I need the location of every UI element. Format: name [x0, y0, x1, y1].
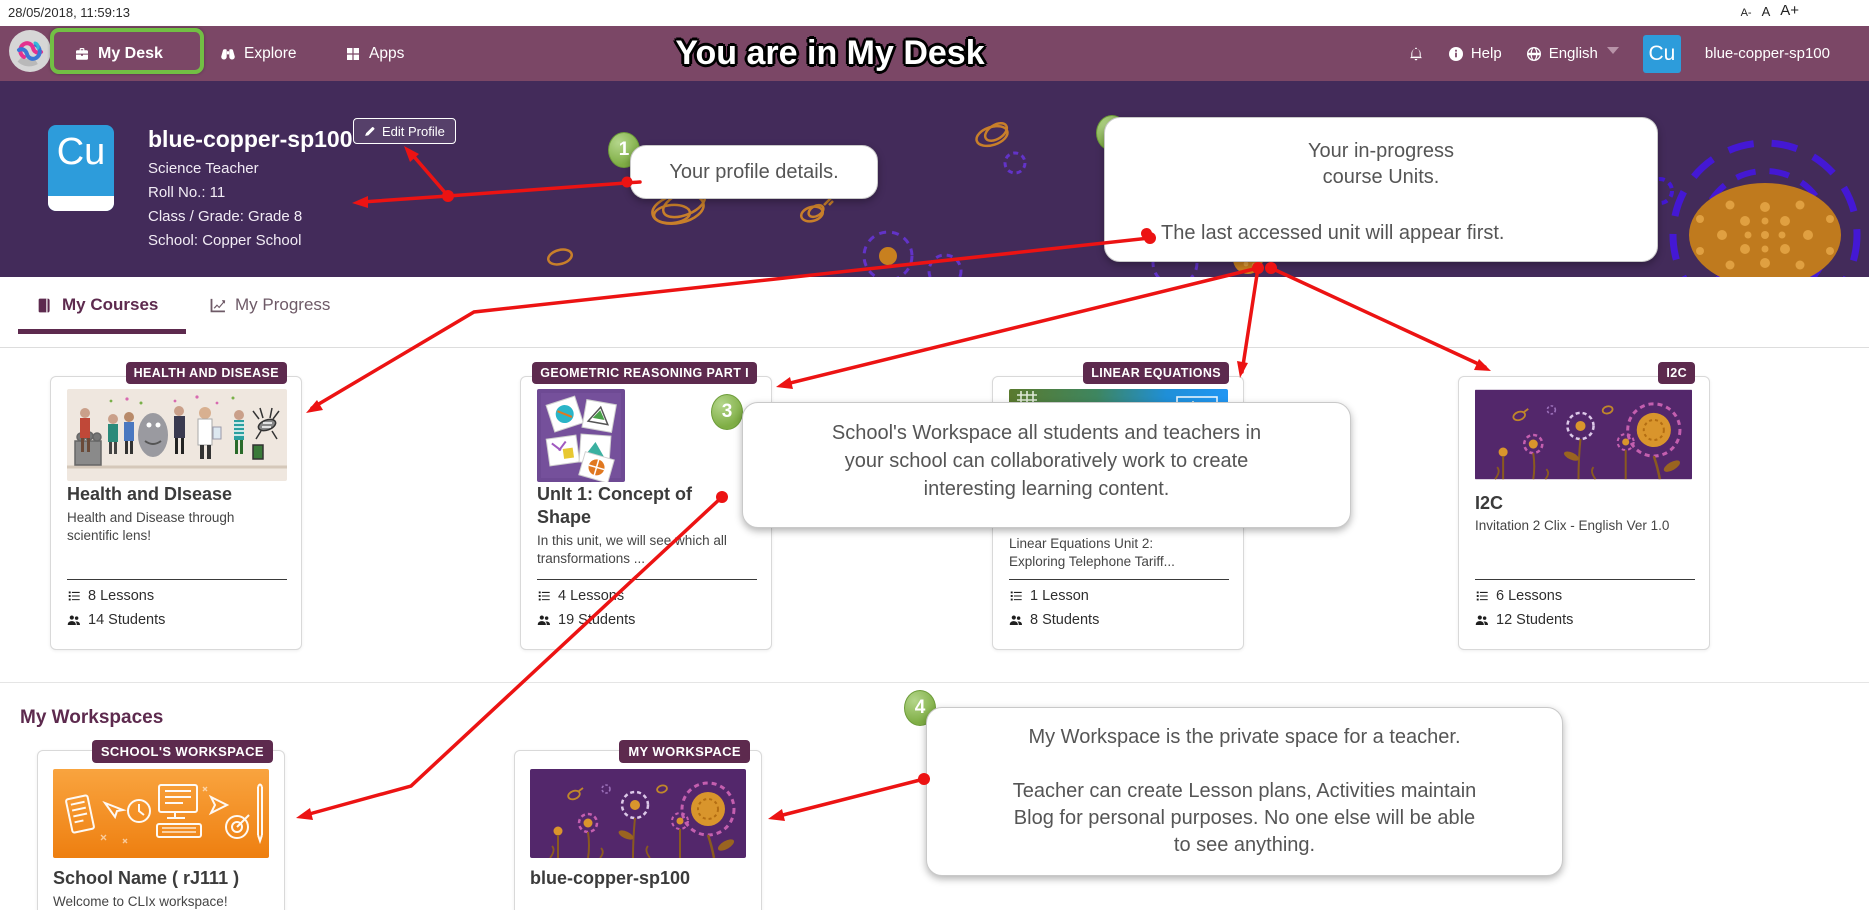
users-icon [537, 613, 551, 627]
bell-icon [1408, 46, 1424, 62]
avatar-strip [48, 196, 114, 211]
profile-roll-no: Roll No.: 11 [148, 184, 226, 201]
edit-profile-button[interactable] [353, 118, 456, 144]
profile-avatar[interactable] [48, 125, 114, 211]
tutorial-banner-title: You are in My Desk [675, 34, 985, 72]
chart-line-icon [209, 297, 226, 314]
section-divider [0, 682, 1869, 683]
list-icon [537, 589, 551, 603]
callout-my-workspace [926, 707, 1563, 876]
callout-school-workspace [742, 402, 1351, 528]
callout-line: your school can collaboratively work to create [844, 450, 1249, 472]
lessons-label: 4 Lessons [558, 588, 625, 604]
nav-bar [0, 26, 1869, 81]
card-divider [1009, 579, 1229, 580]
course-badge: GEOMETRIC REASONING PART I [532, 362, 757, 384]
lessons-label: 1 Lesson [1030, 588, 1089, 604]
workspace-image [53, 769, 269, 858]
course-title: I2C [1475, 493, 1504, 513]
workspace-card-my[interactable] [514, 744, 762, 910]
lessons-count [537, 588, 624, 604]
language-label: English [1548, 45, 1598, 62]
callout-line: Your in-progress [1307, 140, 1454, 162]
tab-label: My Progress [235, 295, 331, 314]
course-description: Invitation 2 Clix - English Ver 1.0 [1475, 518, 1670, 533]
callout-line: to see anything. [1173, 834, 1316, 856]
binoculars-icon [220, 46, 236, 62]
nav-username[interactable]: blue-copper-sp100 [1704, 45, 1830, 62]
tabs-row [0, 277, 1869, 348]
callout-profile-details: Your profile details. [630, 145, 878, 199]
course-badge: I2C [1658, 362, 1695, 384]
font-size-controls [1741, 2, 1799, 19]
profile-class-grade: Class / Grade: Grade 8 [148, 208, 303, 225]
callout-line: course Units. [1322, 166, 1440, 188]
list-icon [67, 589, 81, 603]
card-divider [67, 579, 287, 580]
students-label: 8 Students [1030, 612, 1100, 628]
lessons-count [1475, 588, 1562, 604]
workspace-image [530, 769, 746, 858]
users-icon [67, 613, 81, 627]
course-title: Health and DIsease [67, 484, 233, 504]
edit-profile-label: Edit Profile [382, 123, 445, 139]
list-icon [1475, 589, 1489, 603]
callout-line: Teacher can create Lesson plans, Activities maintain [1012, 780, 1477, 802]
users-icon [1475, 613, 1489, 627]
profile-info [148, 157, 302, 253]
lessons-count [67, 588, 154, 604]
nav-item-label: Explore [244, 44, 297, 62]
students-count [67, 612, 165, 628]
lessons-label: 8 Lessons [88, 588, 155, 604]
list-icon [1009, 589, 1023, 603]
course-image [537, 389, 625, 482]
course-badge: HEALTH AND DISEASE [126, 362, 287, 384]
nav-item-apps[interactable] [345, 26, 404, 81]
users-icon [1009, 613, 1023, 627]
font-decrease-button[interactable]: A- [1740, 7, 1752, 19]
workspace-description: Welcome to CLIx workspace! [53, 894, 228, 909]
nav-right-group [1408, 26, 1830, 81]
callout-line: interesting learning content. [923, 478, 1170, 500]
course-badge: LINEAR EQUATIONS [1083, 362, 1229, 384]
callout-number-3: 3 [711, 394, 743, 430]
pencil-icon [364, 125, 376, 137]
workspace-badge: SCHOOL'S WORKSPACE [92, 740, 273, 763]
font-normal-button[interactable]: A [1761, 4, 1771, 19]
students-label: 19 Students [558, 612, 636, 628]
profile-role: Science Teacher [148, 160, 259, 177]
card-divider [537, 579, 757, 580]
workspaces-heading: My Workspaces [20, 707, 164, 728]
chevron-down-icon [1607, 47, 1619, 54]
workspace-title: blue-copper-sp100 [530, 868, 691, 888]
font-increase-button[interactable]: A+ [1780, 2, 1799, 19]
course-title: UnIt 1: Concept of Shape [537, 484, 692, 527]
course-description: In this unit, we will see which all transformations ... [537, 533, 727, 567]
course-image [67, 389, 287, 481]
students-label: 14 Students [88, 612, 166, 628]
nav-item-label: My Desk [98, 44, 163, 62]
tutorial-highlight-box [50, 28, 204, 74]
callout-course-units [1104, 117, 1658, 262]
clix-logo-icon[interactable] [8, 29, 52, 73]
lessons-count [1009, 588, 1089, 604]
profile-display-name: blue-copper-sp100 [148, 126, 353, 152]
students-count [1009, 612, 1099, 628]
callout-line: Blog for personal purposes. No one else will be able [1013, 807, 1476, 829]
active-tab-underline [18, 329, 186, 334]
book-icon [36, 297, 53, 314]
info-icon [1448, 46, 1464, 62]
apps-icon [345, 46, 361, 62]
course-card-health-and-disease[interactable] [50, 366, 302, 650]
course-image [1475, 389, 1692, 480]
avatar-initials: Cu [56, 131, 106, 173]
course-card-i2c[interactable] [1458, 366, 1710, 650]
nav-item-label: Apps [369, 44, 405, 62]
workspace-badge: MY WORKSPACE [619, 740, 750, 763]
top-bar [0, 0, 1869, 26]
tab-my-courses[interactable] [36, 295, 158, 315]
callout-line: School's Workspace all students and teachers in [831, 422, 1262, 444]
avatar[interactable]: Cu [1643, 35, 1681, 73]
callout-bullet-text: The last accessed unit will appear first. [1161, 222, 1505, 244]
workspace-title: School Name ( rJ111 ) [53, 868, 240, 888]
callout-number-4: 4 [904, 690, 936, 726]
card-divider [1475, 579, 1695, 580]
help-button[interactable] [1448, 45, 1502, 62]
students-label: 12 Students [1496, 612, 1574, 628]
datetime: 28/05/2018, 11:59:13 [8, 5, 130, 20]
lessons-label: 6 Lessons [1496, 588, 1563, 604]
help-label: Help [1470, 45, 1502, 62]
callout-paragraph: My Workspace is the private space for a teacher. [1028, 726, 1461, 748]
profile-school: School: Copper School [148, 232, 302, 249]
callout-number-1: 1 [608, 132, 640, 168]
students-count [1475, 612, 1573, 628]
students-count [537, 612, 635, 628]
tab-label: My Courses [62, 295, 159, 314]
globe-icon [1526, 46, 1542, 62]
notifications-button[interactable] [1408, 46, 1424, 62]
workspace-card-school[interactable] [37, 744, 285, 910]
language-selector[interactable] [1526, 45, 1619, 62]
course-description: Linear Equations Unit 2: Exploring Telephone Tariff... [1009, 536, 1175, 570]
nav-item-explore[interactable] [220, 26, 297, 81]
tab-my-progress[interactable] [209, 295, 330, 315]
course-description: Health and Disease through scientific lens! [67, 510, 235, 544]
red-bullet-dot [1141, 228, 1152, 239]
